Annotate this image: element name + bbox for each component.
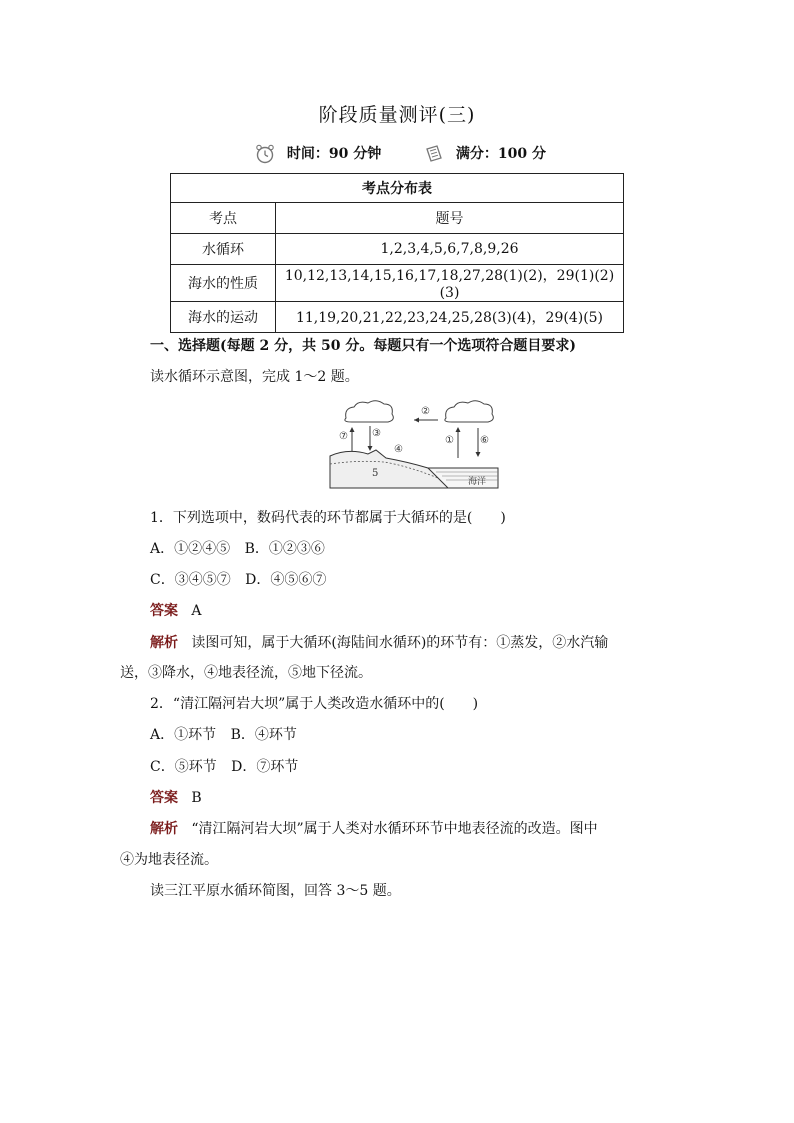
- intro-text: 读水循环示意图，完成 1～2 题。: [150, 369, 359, 385]
- answer-label: 答案: [150, 603, 178, 619]
- score-label: 满分：100 分: [455, 146, 546, 162]
- intro-text-2: 读三江平原水循环简图，回答 3～5 题。: [150, 883, 401, 899]
- table-cell: 10,12,13,14,15,16,17,18,27,28(1)(2)，29(1)(2)(3): [276, 265, 624, 302]
- question-2-options-cd: [150, 756, 298, 776]
- label-7: ⑦: [339, 431, 348, 442]
- table-cell: 11,19,20,21,22,23,24,25,28(3)(4)，29(4)(5): [276, 302, 624, 333]
- option-d: D．④⑤⑥⑦: [245, 572, 327, 588]
- question-2-stem: 2．“清江隔河岩大坝”属于人类改造水循环中的( ): [150, 696, 479, 712]
- table-cell: 海水的运动: [171, 302, 276, 333]
- option-c: C．⑤环节: [150, 759, 217, 775]
- label-1: ①: [445, 435, 454, 446]
- time-label: 时间：90 分钟: [286, 146, 382, 162]
- table-caption: 考点分布表: [171, 174, 624, 203]
- table-header: 题号: [276, 203, 624, 234]
- question-1-options-cd: [150, 569, 326, 589]
- label-4: ④: [394, 444, 403, 455]
- question-1-explanation-cont: 送，③降水，④地表径流，⑤地下径流。: [120, 665, 372, 681]
- option-d: D．⑦环节: [231, 759, 299, 775]
- option-c: C．③④⑤⑦: [150, 572, 231, 588]
- label-3: ③: [372, 428, 381, 439]
- page-title: 阶段质量测评(三): [318, 104, 476, 126]
- question-1-answer: [150, 600, 201, 620]
- table-cell: 水循环: [171, 234, 276, 265]
- table-row: [171, 265, 624, 302]
- label-2: ②: [421, 406, 430, 417]
- ocean-label: 海洋: [468, 477, 487, 487]
- table-row: [171, 302, 624, 333]
- paper-icon: [423, 143, 445, 165]
- label-6: ⑥: [480, 435, 489, 446]
- question-2-options-ab: [150, 724, 297, 744]
- topic-distribution-table: [170, 173, 624, 333]
- table-header: 考点: [171, 203, 276, 234]
- clock-icon: [254, 143, 276, 165]
- section-heading: 一、选择题(每题 2 分，共 50 分。每题只有一个选项符合题目要求): [150, 338, 576, 354]
- question-2-explanation: [150, 818, 598, 838]
- exam-meta: [0, 143, 794, 165]
- table-cell: 1,2,3,4,5,6,7,8,9,26: [276, 234, 624, 265]
- option-a: A．①环节: [150, 727, 217, 743]
- question-2-explanation-cont: ④为地表径流。: [120, 852, 218, 868]
- explanation-text: “清江隔河岩大坝”属于人类对水循环环节中地表径流的改造。图中: [191, 821, 598, 837]
- option-b: B．④环节: [230, 727, 297, 743]
- water-cycle-figure: [328, 398, 500, 490]
- label-5: 5: [372, 468, 379, 479]
- question-2-answer: [150, 787, 202, 807]
- explanation-text: 读图可知，属于大循环(海陆间水循环)的环节有：①蒸发，②水汽输: [191, 635, 609, 651]
- answer-value: B: [191, 790, 202, 806]
- option-b: B．①②③⑥: [244, 541, 325, 557]
- answer-value: A: [191, 603, 202, 619]
- explanation-label: 解析: [150, 635, 178, 651]
- table-cell: 海水的性质: [171, 265, 276, 302]
- answer-label: 答案: [150, 790, 178, 806]
- explanation-label: 解析: [150, 821, 178, 837]
- table-row: [171, 234, 624, 265]
- question-1-stem: 1．下列选项中，数码代表的环节都属于大循环的是( ): [150, 510, 506, 526]
- option-a: A．①②④⑤: [150, 541, 231, 557]
- question-1-options-ab: [150, 538, 325, 558]
- question-1-explanation: [150, 632, 608, 652]
